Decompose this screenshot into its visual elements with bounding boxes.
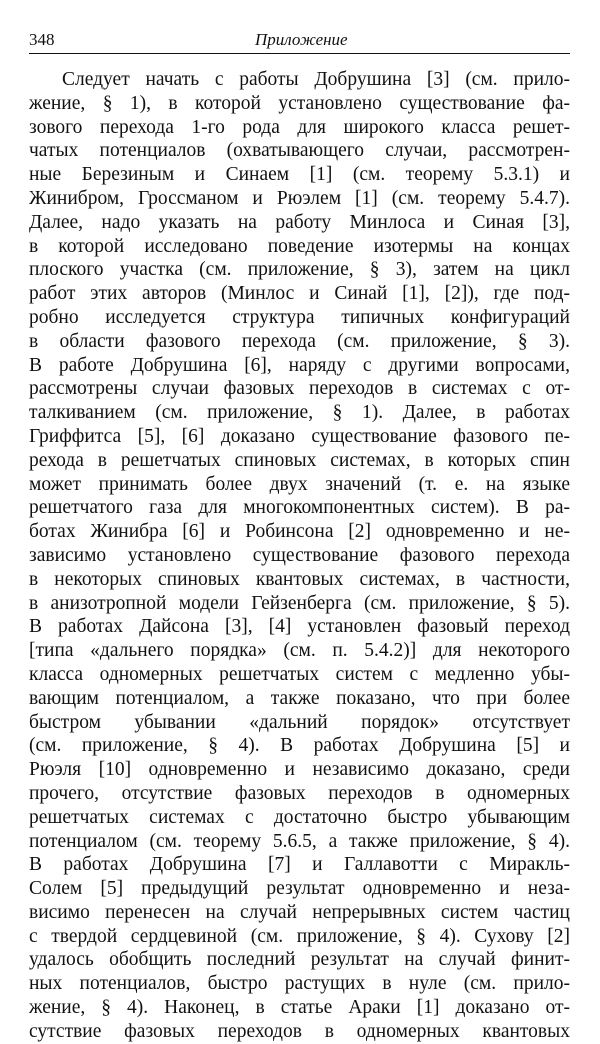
- text-line: робно исследуется структура типичных конфигураций: [29, 306, 570, 328]
- page-number: 348: [29, 30, 55, 49]
- text-line: талкиванием (см. приложение, § 1). Далее, в работах: [29, 402, 570, 424]
- text-line: с твердой сердцевиной (см. приложение, § 4). Сухову [2]: [29, 925, 570, 947]
- running-title: Приложение: [255, 30, 348, 49]
- text-line: потенциалом (см. теорему 5.6.5, а также приложение, § 4).: [29, 830, 570, 852]
- text-line: в анизотропной модели Гейзенберга (см. приложение, § 5).: [29, 592, 570, 614]
- text-line: В работах Дайсона [3], [4] установлен фазовый переход: [29, 616, 570, 638]
- text-line: зового перехода 1-го рода для широкого класса решет-: [29, 116, 570, 138]
- text-line: решетчатых системах с достаточно быстро убывающим: [29, 806, 570, 828]
- text-line: ные Березиным и Синаем [1] (см. теорему 5.3.1) и: [29, 164, 570, 186]
- text-line: В работе Добрушина [6], наряду с другими вопросами,: [29, 354, 570, 376]
- header-rule: [29, 53, 570, 54]
- text-line: жение, § 4). Наконец, в статье Араки [1] доказано от-: [29, 997, 570, 1019]
- text-line: рассмотрены случаи фазовых переходов в системах с от-: [29, 378, 570, 400]
- text-line: Далее, надо указать на работу Минлоса и Синая [3],: [29, 211, 570, 233]
- text-line: (см. приложение, § 4). В работах Добрушина [5] и: [29, 735, 570, 757]
- text-line: [типа «дальнего порядка» (см. п. 5.4.2)] для некоторого: [29, 640, 570, 662]
- page-header: [29, 26, 570, 56]
- text-line: Солем [5] предыдущий результат одновременно и неза-: [29, 878, 570, 900]
- text-line: работ этих авторов (Минлос и Синай [1], [2]), где под-: [29, 283, 570, 305]
- text-line: решетчатого газа для многокомпонентных систем). В ра-: [29, 497, 570, 519]
- text-line: плоского участка (см. приложение, § 3), затем на цикл: [29, 259, 570, 281]
- text-line: Следует начать с работы Добрушина [3] (см. прило-: [62, 69, 570, 90]
- text-line: прочего, отсутствие фазовых переходов в одномерных: [29, 782, 570, 804]
- text-line: Рюэля [10] одновременно и независимо доказано, среди: [29, 759, 570, 781]
- text-line: сутствие фазовых переходов в одномерных квантовых: [29, 1020, 570, 1042]
- text-line: класса одномерных решетчатых систем с медленно убы-: [29, 663, 570, 685]
- text-line: висимо перенесен на случай непрерывных систем частиц: [29, 901, 570, 923]
- text-line: вающим потенциалом, а также показано, что при более: [29, 687, 570, 709]
- text-line: может принимать более двух значений (т. е. на языке: [29, 473, 570, 495]
- text-line: в которой исследовано поведение изотермы на концах: [29, 235, 570, 257]
- text-line: в области фазового перехода (см. приложение, § 3).: [29, 330, 570, 352]
- text-line: ботах Жинибра [6] и Робинсона [2] одновременно и не-: [29, 521, 570, 543]
- text-line: В работах Добрушина [7] и Галлавотти с Миракль-: [29, 854, 570, 876]
- body-paragraph: [29, 68, 570, 1044]
- text-line: Жинибром, Гроссманом и Рюэлем [1] (см. теорему 5.4.7).: [29, 187, 570, 209]
- text-line: в некоторых спиновых квантовых системах, в частности,: [29, 568, 570, 590]
- text-line: чатых потенциалов (охватывающего случаи, рассмотрен-: [29, 140, 570, 162]
- text-line: Гриффитса [5], [6] доказано существование фазового пе-: [29, 425, 570, 447]
- text-line: рехода в решетчатых спиновых системах, в которых спин: [29, 449, 570, 471]
- text-line: зависимо установлено существование фазового перехода: [29, 544, 570, 566]
- text-line: быстром убывании «дальний порядок» отсутствует: [29, 711, 570, 733]
- text-line: удалось обобщить последний результат на случай финит-: [29, 949, 570, 971]
- text-line: жение, § 1), в которой установлено существование фа-: [29, 92, 570, 114]
- text-line: ных потенциалов, быстро растущих в нуле (см. прило-: [29, 973, 570, 995]
